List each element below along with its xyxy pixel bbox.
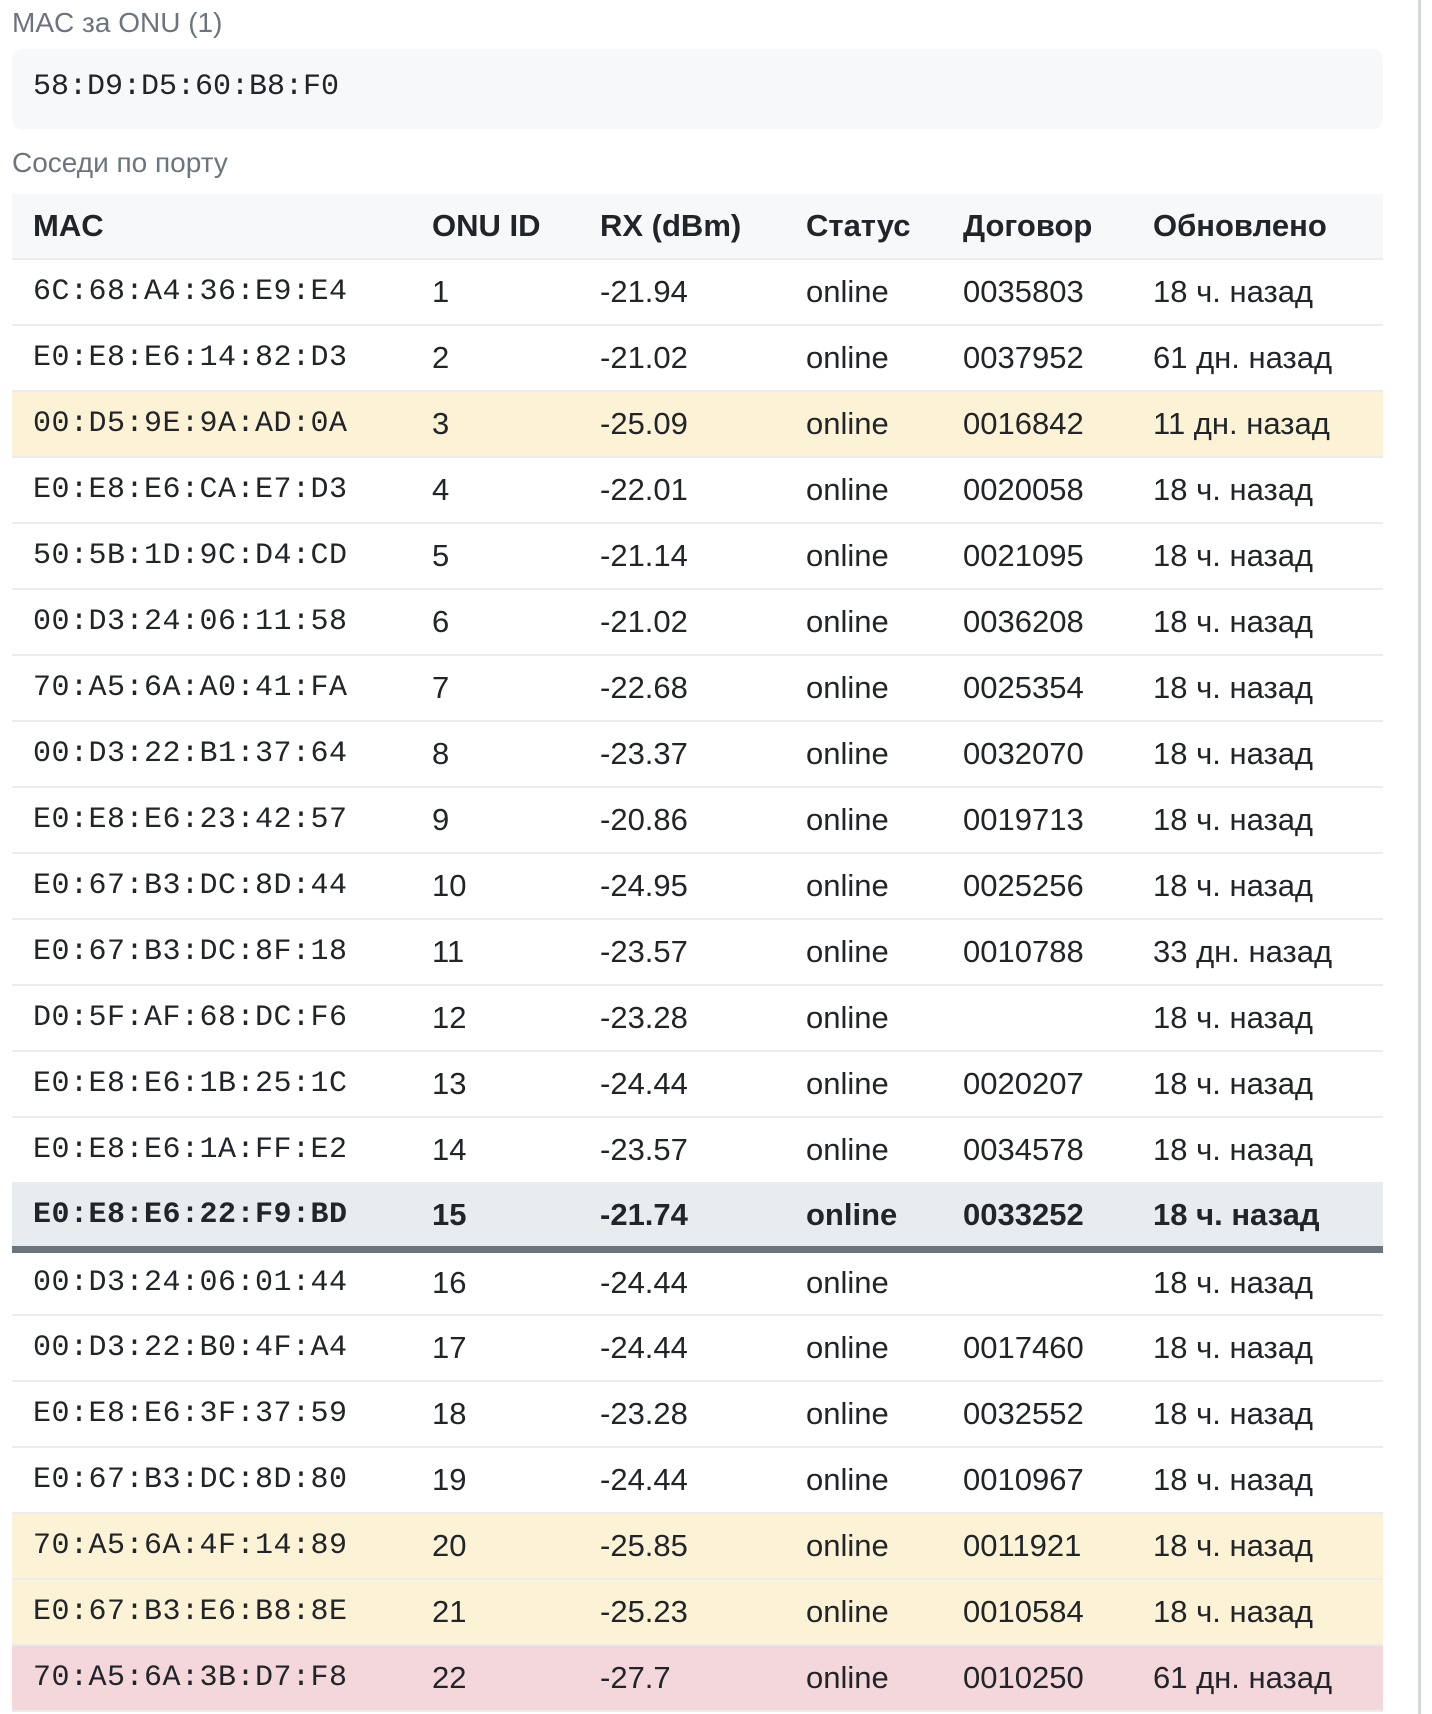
cell-onu-id: 8 — [432, 721, 600, 787]
cell-status: online — [806, 721, 963, 787]
cell-status: online — [806, 1381, 963, 1447]
cell-contract — [963, 985, 1153, 1051]
cell-rx: -23.28 — [600, 1381, 806, 1447]
cell-mac: 00:D3:22:B0:4F:A4 — [12, 1315, 432, 1381]
cell-status: online — [806, 985, 963, 1051]
table-row — [12, 523, 1383, 589]
cell-onu-id: 10 — [432, 853, 600, 919]
cell-mac: E0:67:B3:DC:8D:44 — [12, 853, 432, 919]
cell-onu-id: 7 — [432, 655, 600, 721]
cell-mac: E0:E8:E6:22:F9:BD — [12, 1183, 432, 1249]
cell-contract: 0033252 — [963, 1183, 1153, 1249]
cell-mac: E0:E8:E6:CA:E7:D3 — [12, 457, 432, 523]
cell-updated: 61 дн. назад — [1153, 325, 1383, 391]
table-row — [12, 1315, 1383, 1381]
cell-rx: -24.95 — [600, 853, 806, 919]
cell-updated: 33 дн. назад — [1153, 919, 1383, 985]
cell-rx: -23.57 — [600, 1117, 806, 1183]
cell-mac: E0:E8:E6:1A:FF:E2 — [12, 1117, 432, 1183]
cell-contract: 0010967 — [963, 1447, 1153, 1513]
cell-rx: -21.94 — [600, 259, 806, 325]
cell-onu-id: 19 — [432, 1447, 600, 1513]
cell-updated: 61 дн. назад — [1153, 1645, 1383, 1711]
cell-onu-id: 12 — [432, 985, 600, 1051]
cell-onu-id: 21 — [432, 1579, 600, 1645]
col-header-rx: RX (dBm) — [600, 194, 806, 259]
cell-onu-id: 4 — [432, 457, 600, 523]
cell-mac: E0:E8:E6:14:82:D3 — [12, 325, 432, 391]
cell-rx: -23.37 — [600, 721, 806, 787]
cell-contract: 0019713 — [963, 787, 1153, 853]
cell-rx: -24.44 — [600, 1249, 806, 1315]
cell-rx: -24.44 — [600, 1051, 806, 1117]
cell-rx: -25.23 — [600, 1579, 806, 1645]
cell-status: online — [806, 1117, 963, 1183]
cell-updated: 18 ч. назад — [1153, 1513, 1383, 1579]
cell-rx: -22.68 — [600, 655, 806, 721]
cell-status: online — [806, 523, 963, 589]
col-header-onu-id: ONU ID — [432, 194, 600, 259]
cell-onu-id: 3 — [432, 391, 600, 457]
table-row — [12, 1645, 1383, 1711]
cell-updated: 18 ч. назад — [1153, 457, 1383, 523]
cell-mac: E0:67:B3:E6:B8:8E — [12, 1579, 432, 1645]
table-row — [12, 259, 1383, 325]
cell-mac: E0:E8:E6:3F:37:59 — [12, 1381, 432, 1447]
onu-mac-value: 58:D9:D5:60:B8:F0 — [33, 70, 340, 104]
table-row — [12, 787, 1383, 853]
cell-updated: 18 ч. назад — [1153, 1447, 1383, 1513]
cell-rx: -21.74 — [600, 1183, 806, 1249]
cell-mac: E0:E8:E6:23:42:57 — [12, 787, 432, 853]
table-body — [12, 259, 1383, 1711]
cell-status: online — [806, 787, 963, 853]
table-header-row — [12, 194, 1383, 259]
cell-updated: 18 ч. назад — [1153, 721, 1383, 787]
cell-contract: 0036208 — [963, 589, 1153, 655]
page-content — [12, 0, 1383, 1712]
cell-onu-id: 13 — [432, 1051, 600, 1117]
cell-status: online — [806, 1513, 963, 1579]
cell-rx: -21.14 — [600, 523, 806, 589]
port-neighbors-table — [12, 194, 1383, 1712]
table-row — [12, 985, 1383, 1051]
cell-updated: 18 ч. назад — [1153, 259, 1383, 325]
cell-status: online — [806, 391, 963, 457]
cell-updated: 18 ч. назад — [1153, 523, 1383, 589]
cell-contract: 0017460 — [963, 1315, 1153, 1381]
table-row — [12, 325, 1383, 391]
cell-mac: 00:D5:9E:9A:AD:0A — [12, 391, 432, 457]
cell-contract: 0021095 — [963, 523, 1153, 589]
cell-updated: 11 дн. назад — [1153, 391, 1383, 457]
table-row — [12, 589, 1383, 655]
scrollbar-track[interactable] — [1418, 0, 1421, 1714]
cell-contract: 0020207 — [963, 1051, 1153, 1117]
table-row — [12, 391, 1383, 457]
cell-mac: D0:5F:AF:68:DC:F6 — [12, 985, 432, 1051]
cell-rx: -24.44 — [600, 1315, 806, 1381]
cell-updated: 18 ч. назад — [1153, 787, 1383, 853]
table-row — [12, 1183, 1383, 1249]
cell-mac: 70:A5:6A:A0:41:FA — [12, 655, 432, 721]
cell-contract: 0035803 — [963, 259, 1153, 325]
cell-contract: 0016842 — [963, 391, 1153, 457]
cell-updated: 18 ч. назад — [1153, 1315, 1383, 1381]
cell-onu-id: 20 — [432, 1513, 600, 1579]
cell-contract: 0025354 — [963, 655, 1153, 721]
cell-contract: 0034578 — [963, 1117, 1153, 1183]
cell-mac: 00:D3:24:06:01:44 — [12, 1249, 432, 1315]
table-row — [12, 1117, 1383, 1183]
cell-status: online — [806, 1315, 963, 1381]
table-row — [12, 1051, 1383, 1117]
cell-status: online — [806, 1447, 963, 1513]
cell-status: online — [806, 853, 963, 919]
cell-updated: 18 ч. назад — [1153, 589, 1383, 655]
cell-contract — [963, 1249, 1153, 1315]
cell-mac: E0:E8:E6:1B:25:1C — [12, 1051, 432, 1117]
cell-updated: 18 ч. назад — [1153, 1051, 1383, 1117]
table-row — [12, 919, 1383, 985]
cell-onu-id: 14 — [432, 1117, 600, 1183]
cell-contract: 0037952 — [963, 325, 1153, 391]
cell-status: online — [806, 1579, 963, 1645]
table-row — [12, 1249, 1383, 1315]
cell-onu-id: 15 — [432, 1183, 600, 1249]
cell-rx: -21.02 — [600, 325, 806, 391]
cell-updated: 18 ч. назад — [1153, 1183, 1383, 1249]
cell-contract: 0011921 — [963, 1513, 1153, 1579]
cell-contract: 0010250 — [963, 1645, 1153, 1711]
cell-rx: -23.57 — [600, 919, 806, 985]
cell-rx: -25.09 — [600, 391, 806, 457]
col-header-status: Статус — [806, 194, 963, 259]
onu-mac-box — [12, 49, 1383, 129]
cell-onu-id: 22 — [432, 1645, 600, 1711]
cell-status: online — [806, 259, 963, 325]
cell-rx: -27.7 — [600, 1645, 806, 1711]
cell-rx: -25.85 — [600, 1513, 806, 1579]
cell-mac: E0:67:B3:DC:8D:80 — [12, 1447, 432, 1513]
cell-rx: -22.01 — [600, 457, 806, 523]
cell-status: online — [806, 1645, 963, 1711]
cell-updated: 18 ч. назад — [1153, 853, 1383, 919]
cell-mac: 6C:68:A4:36:E9:E4 — [12, 259, 432, 325]
cell-rx: -24.44 — [600, 1447, 806, 1513]
table-row — [12, 457, 1383, 523]
cell-status: online — [806, 655, 963, 721]
cell-rx: -21.02 — [600, 589, 806, 655]
cell-updated: 18 ч. назад — [1153, 1381, 1383, 1447]
cell-updated: 18 ч. назад — [1153, 1117, 1383, 1183]
cell-status: online — [806, 325, 963, 391]
cell-contract: 0025256 — [963, 853, 1153, 919]
table-row — [12, 1381, 1383, 1447]
cell-rx: -20.86 — [600, 787, 806, 853]
cell-updated: 18 ч. назад — [1153, 655, 1383, 721]
cell-onu-id: 1 — [432, 259, 600, 325]
cell-onu-id: 16 — [432, 1249, 600, 1315]
cell-updated: 18 ч. назад — [1153, 985, 1383, 1051]
cell-contract: 0020058 — [963, 457, 1153, 523]
col-header-contract: Договор — [963, 194, 1153, 259]
cell-onu-id: 5 — [432, 523, 600, 589]
cell-onu-id: 2 — [432, 325, 600, 391]
col-header-mac: MAC — [12, 194, 432, 259]
cell-contract: 0010788 — [963, 919, 1153, 985]
cell-onu-id: 9 — [432, 787, 600, 853]
cell-updated: 18 ч. назад — [1153, 1249, 1383, 1315]
cell-status: online — [806, 457, 963, 523]
cell-onu-id: 6 — [432, 589, 600, 655]
cell-onu-id: 18 — [432, 1381, 600, 1447]
cell-status: online — [806, 919, 963, 985]
cell-mac: 70:A5:6A:3B:D7:F8 — [12, 1645, 432, 1711]
cell-status: online — [806, 1183, 963, 1249]
table-row — [12, 721, 1383, 787]
cell-mac: 50:5B:1D:9C:D4:CD — [12, 523, 432, 589]
cell-contract: 0032552 — [963, 1381, 1153, 1447]
mac-for-onu-label: MAC за ONU (1) — [12, 7, 223, 38]
table-row — [12, 1447, 1383, 1513]
table-row — [12, 655, 1383, 721]
cell-onu-id: 17 — [432, 1315, 600, 1381]
table-row — [12, 853, 1383, 919]
cell-status: online — [806, 589, 963, 655]
cell-status: online — [806, 1051, 963, 1117]
cell-mac: 70:A5:6A:4F:14:89 — [12, 1513, 432, 1579]
table-row — [12, 1513, 1383, 1579]
cell-mac: 00:D3:22:B1:37:64 — [12, 721, 432, 787]
cell-rx: -23.28 — [600, 985, 806, 1051]
col-header-updated: Обновлено — [1153, 194, 1383, 259]
cell-mac: 00:D3:24:06:11:58 — [12, 589, 432, 655]
cell-contract: 0010584 — [963, 1579, 1153, 1645]
cell-mac: E0:67:B3:DC:8F:18 — [12, 919, 432, 985]
cell-status: online — [806, 1249, 963, 1315]
cell-updated: 18 ч. назад — [1153, 1579, 1383, 1645]
port-neighbors-label: Соседи по порту — [12, 147, 228, 178]
cell-contract: 0032070 — [963, 721, 1153, 787]
table-row — [12, 1579, 1383, 1645]
cell-onu-id: 11 — [432, 919, 600, 985]
